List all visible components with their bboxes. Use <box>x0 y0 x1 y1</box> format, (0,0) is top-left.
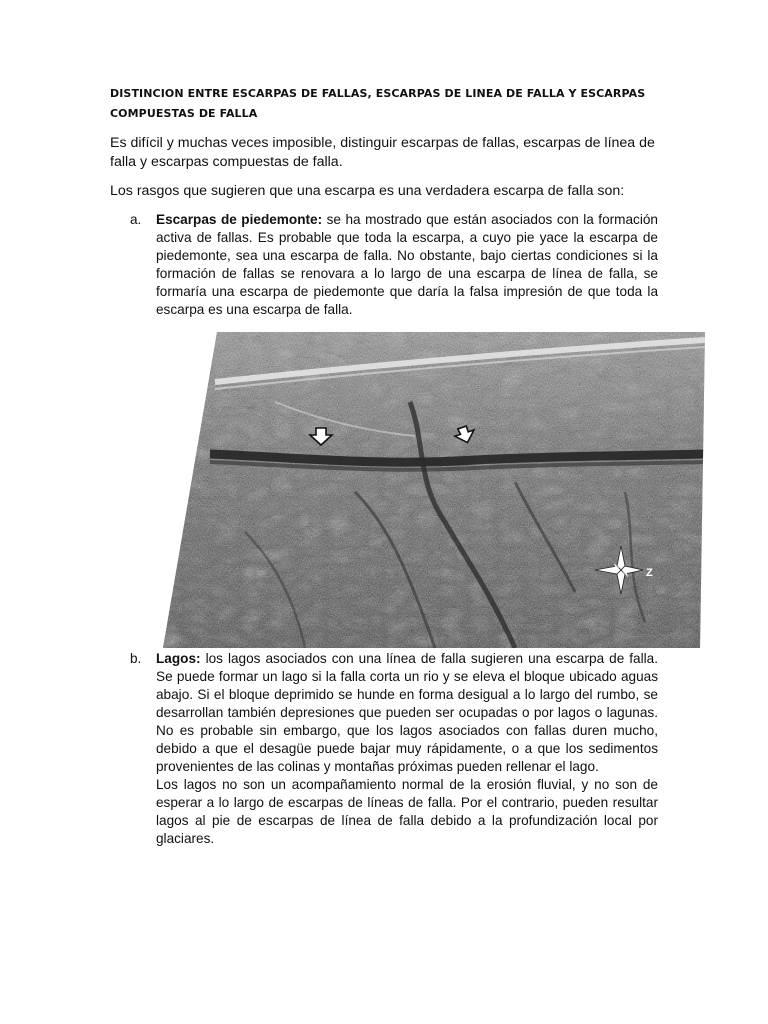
list-item-text: los lagos asociados con una línea de falla sugieren una escarpa de falla. Se puede formar un lago si la falla corta un rio y se eleva el bloque ubicado aguas abajo. Si el bloque deprimido se hunde en forma desigual a lo largo del rumbo, se desarrollan también depresiones que pueden ser ocupadas o por lagos o lagunas. No es probable sin embargo, que los lagos asociados con fallas duren mucho, debido a que el desagüe puede bajar muy rápidamente, o a que los sedimentos provenientes de las colinas y montañas próximas pueden rellenar el lago. <box>156 651 658 774</box>
list-item-text: se ha mostrado que están asociados con la formación activa de fallas. Es probable que toda la escarpa, a cuyo pie yace la escarpa de piedemonte, sea una escarpa de falla. No obstante, bajo ciertas condiciones si la formación de fallas se renovara a lo largo de una escarpa de línea de falla, se formaría una escarpa de piedemonte que daría la falsa impresión de que toda la escarpa es una escarpa de falla. <box>156 212 658 317</box>
list-item-term: Escarpas de piedemonte: <box>156 212 323 227</box>
aerial-fault-photo <box>155 332 705 648</box>
list-item-term: Lagos: <box>156 651 201 666</box>
features-intro-paragraph: Los rasgos que sugieren que una escarpa es una verdadera escarpa de falla son: <box>110 183 625 199</box>
document-heading: DISTINCION ENTRE ESCARPAS DE FALLAS, ESCARPAS DE LINEA DE FALLA Y ESCARPAS COMPUESTAS DE FALLA <box>110 87 646 120</box>
list-marker-a: a. <box>130 212 142 227</box>
list-item-text-continued: Los lagos no son un acompañamiento normal de la erosión fluvial, y no son de esperar a lo largo de escarpas de líneas de falla. Por el contrario, pueden resultar lagos al pie de escarpas de línea de falla debido a la profundización local por glaciares. <box>156 777 658 846</box>
list-item-piedemonte <box>156 211 658 319</box>
list-marker-b: b. <box>130 651 142 666</box>
compass-label: Z <box>646 567 653 579</box>
list-item-lagos <box>156 650 658 848</box>
intro-paragraph: Es difícil y muchas veces imposible, distinguir escarpas de fallas, escarpas de línea de falla y escarpas compuestas de falla. <box>110 135 655 170</box>
